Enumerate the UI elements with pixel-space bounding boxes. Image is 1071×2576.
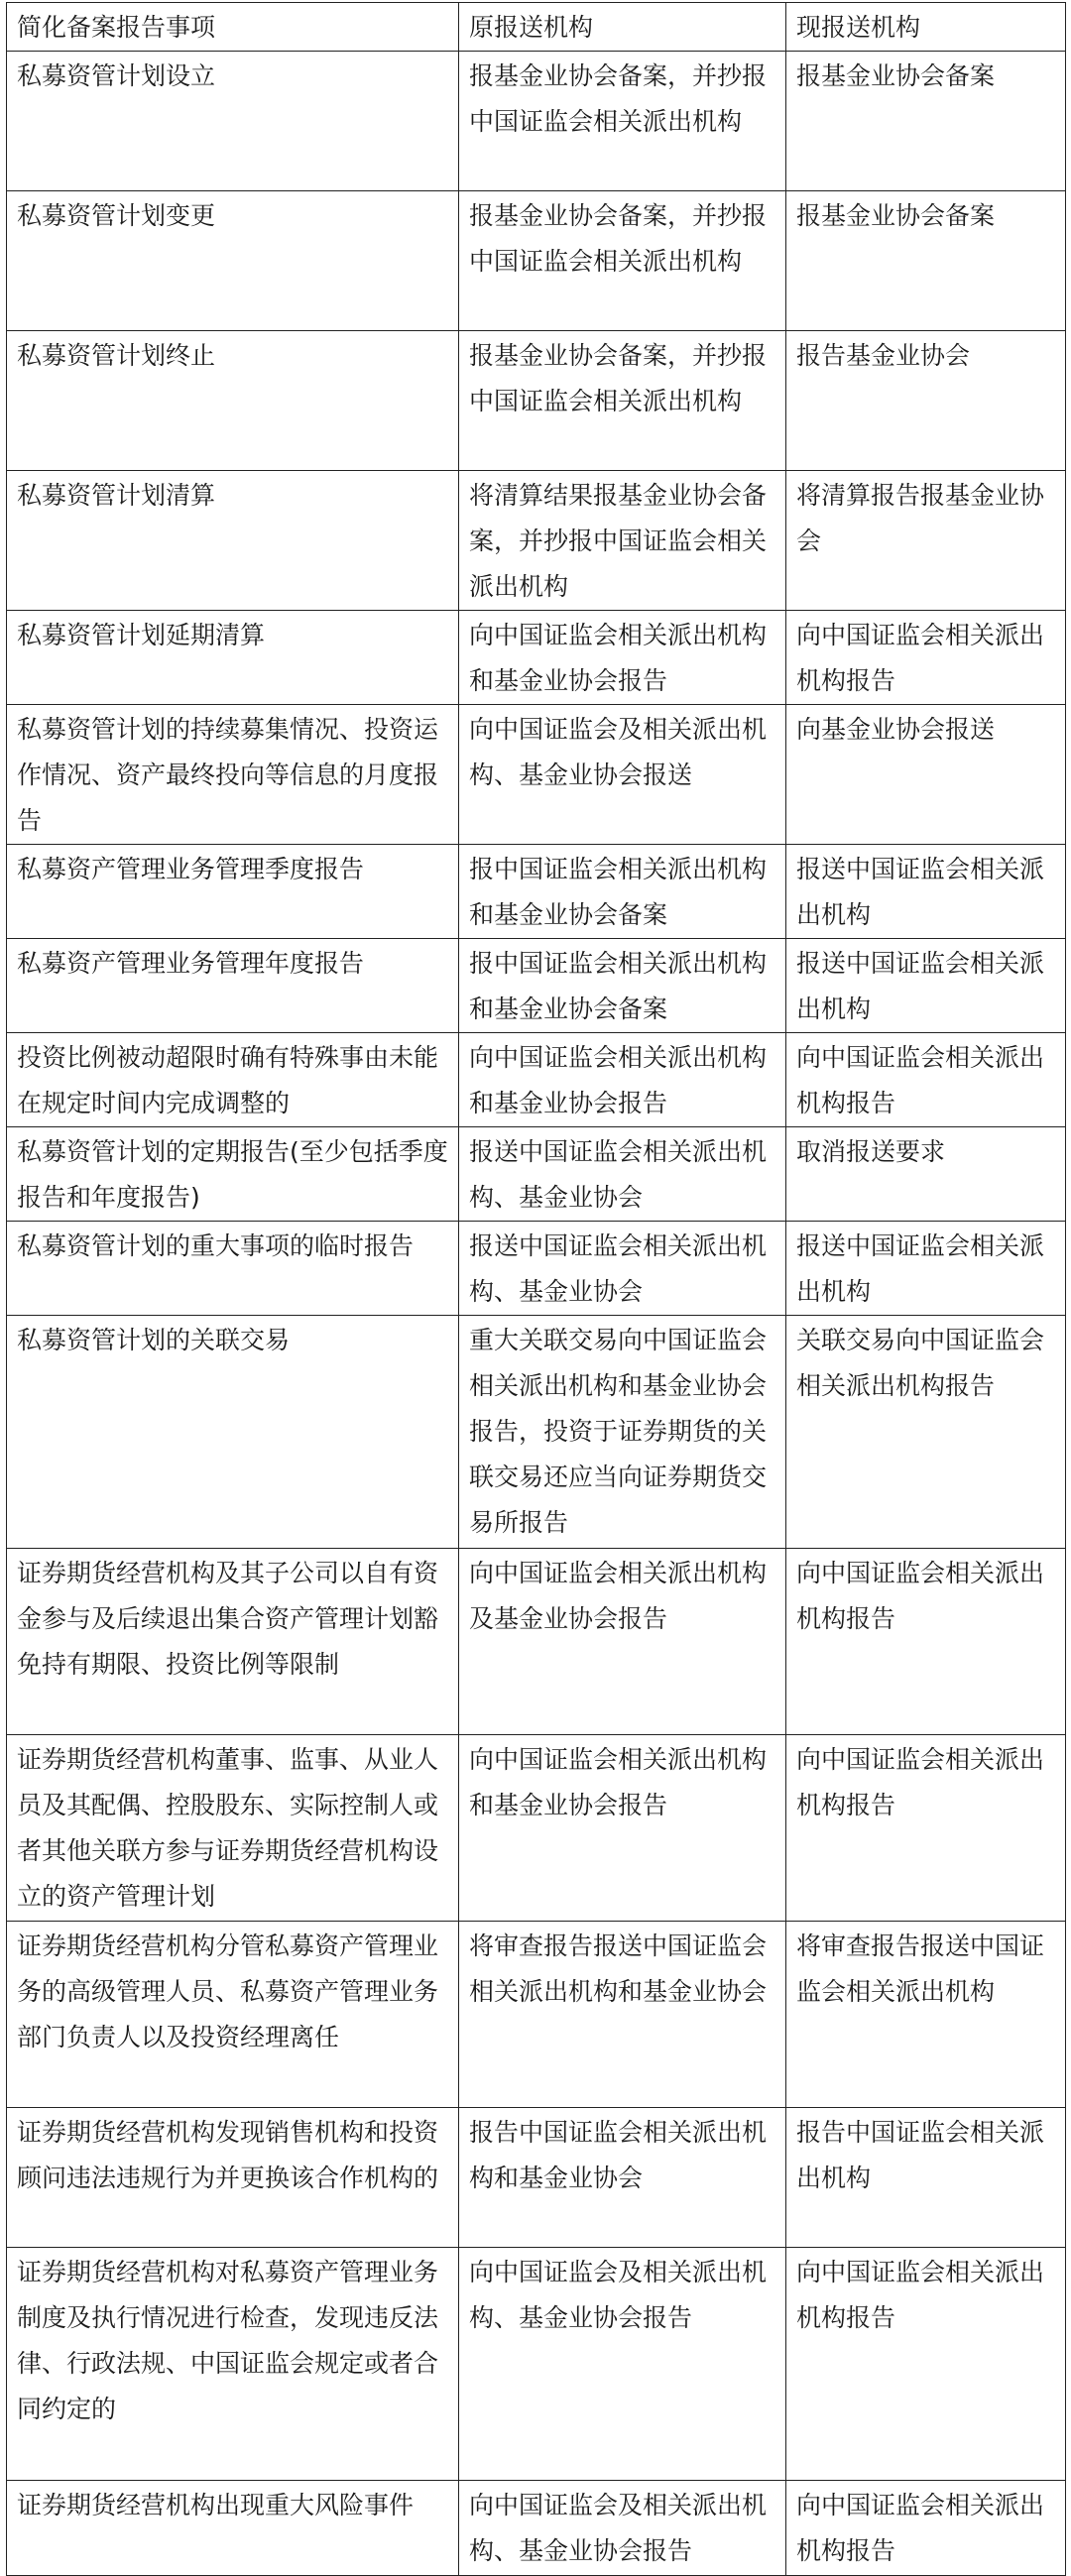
cell-original-agency: 向中国证监会相关派出机构及基金业协会报告 [459, 1549, 786, 1735]
cell-original-agency: 将审查报告报送中国证监会相关派出机构和基金业协会 [459, 1922, 786, 2108]
cell-original-agency: 向中国证监会相关派出机构和基金业协会报告 [459, 1735, 786, 1922]
header-current-agency: 现报送机构 [786, 3, 1066, 52]
cell-item: 投资比例被动超限时确有特殊事由未能在规定时间内完成调整的 [7, 1033, 459, 1127]
cell-original-agency: 向中国证监会相关派出机构和基金业协会报告 [459, 611, 786, 705]
cell-current-agency: 向中国证监会相关派出机构报告 [786, 1549, 1066, 1735]
cell-current-agency: 关联交易向中国证监会相关派出机构报告 [786, 1316, 1066, 1549]
cell-original-agency: 报基金业协会备案，并抄报中国证监会相关派出机构 [459, 52, 786, 191]
cell-item: 证券期货经营机构分管私募资产管理业务的高级管理人员、私募资产管理业务部门负责人以及投资经理离任 [7, 1922, 459, 2108]
table-row [7, 939, 1066, 1033]
cell-original-agency: 报基金业协会备案，并抄报中国证监会相关派出机构 [459, 331, 786, 471]
cell-item: 私募资管计划的持续募集情况、投资运作情况、资产最终投向等信息的月度报告 [7, 705, 459, 845]
table-row [7, 1222, 1066, 1316]
cell-item: 私募资管计划变更 [7, 191, 459, 331]
cell-current-agency: 向中国证监会相关派出机构报告 [786, 611, 1066, 705]
cell-current-agency: 报告基金业协会 [786, 331, 1066, 471]
cell-original-agency: 报送中国证监会相关派出机构、基金业协会 [459, 1222, 786, 1316]
filing-table [6, 2, 1066, 2576]
cell-current-agency: 报送中国证监会相关派出机构 [786, 1222, 1066, 1316]
cell-current-agency: 报告中国证监会相关派出机构 [786, 2108, 1066, 2248]
cell-item: 私募资管计划的定期报告(至少包括季度报告和年度报告) [7, 1127, 459, 1222]
cell-current-agency: 向基金业协会报送 [786, 705, 1066, 845]
cell-original-agency: 报中国证监会相关派出机构和基金业协会备案 [459, 845, 786, 939]
table-row [7, 1549, 1066, 1735]
table-header-row [7, 3, 1066, 52]
cell-original-agency: 将清算结果报基金业协会备案，并抄报中国证监会相关派出机构 [459, 471, 786, 611]
table-row [7, 331, 1066, 471]
table-row [7, 1316, 1066, 1549]
cell-item: 证券期货经营机构对私募资产管理业务制度及执行情况进行检查，发现违反法律、行政法规、中国证监会规定或者合同约定的 [7, 2248, 459, 2481]
cell-current-agency: 取消报送要求 [786, 1127, 1066, 1222]
cell-current-agency: 向中国证监会相关派出机构报告 [786, 2481, 1066, 2576]
table-row [7, 52, 1066, 191]
table-row [7, 1735, 1066, 1922]
cell-current-agency: 报基金业协会备案 [786, 191, 1066, 331]
cell-original-agency: 向中国证监会及相关派出机构、基金业协会报送 [459, 705, 786, 845]
cell-current-agency: 报送中国证监会相关派出机构 [786, 939, 1066, 1033]
cell-item: 私募资管计划清算 [7, 471, 459, 611]
table-row [7, 471, 1066, 611]
table-row [7, 845, 1066, 939]
cell-original-agency: 报告中国证监会相关派出机构和基金业协会 [459, 2108, 786, 2248]
cell-current-agency: 报基金业协会备案 [786, 52, 1066, 191]
cell-original-agency: 重大关联交易向中国证监会相关派出机构和基金业协会报告，投资于证券期货的关联交易还应当向证券期货交易所报告 [459, 1316, 786, 1549]
cell-item: 证券期货经营机构董事、监事、从业人员及其配偶、控股股东、实际控制人或者其他关联方参与证券期货经营机构设立的资产管理计划 [7, 1735, 459, 1922]
table-row [7, 2481, 1066, 2576]
cell-current-agency: 向中国证监会相关派出机构报告 [786, 1033, 1066, 1127]
cell-original-agency: 向中国证监会相关派出机构和基金业协会报告 [459, 1033, 786, 1127]
table-row [7, 705, 1066, 845]
cell-current-agency: 将审查报告报送中国证监会相关派出机构 [786, 1922, 1066, 2108]
table-row [7, 2108, 1066, 2248]
header-original-agency: 原报送机构 [459, 3, 786, 52]
cell-current-agency: 将清算报告报基金业协会 [786, 471, 1066, 611]
cell-item: 私募资管计划的关联交易 [7, 1316, 459, 1549]
cell-item: 证券期货经营机构出现重大风险事件 [7, 2481, 459, 2576]
table-row [7, 2248, 1066, 2481]
cell-original-agency: 报基金业协会备案，并抄报中国证监会相关派出机构 [459, 191, 786, 331]
table-row [7, 1127, 1066, 1222]
cell-item: 私募资产管理业务管理年度报告 [7, 939, 459, 1033]
cell-item: 私募资管计划的重大事项的临时报告 [7, 1222, 459, 1316]
cell-item: 证券期货经营机构发现销售机构和投资顾问违法违规行为并更换该合作机构的 [7, 2108, 459, 2248]
header-item: 简化备案报告事项 [7, 3, 459, 52]
cell-item: 私募资管计划终止 [7, 331, 459, 471]
cell-current-agency: 向中国证监会相关派出机构报告 [786, 2248, 1066, 2481]
cell-original-agency: 报送中国证监会相关派出机构、基金业协会 [459, 1127, 786, 1222]
cell-current-agency: 报送中国证监会相关派出机构 [786, 845, 1066, 939]
cell-item: 私募资产管理业务管理季度报告 [7, 845, 459, 939]
cell-original-agency: 向中国证监会及相关派出机构、基金业协会报告 [459, 2248, 786, 2481]
cell-item: 私募资管计划设立 [7, 52, 459, 191]
table-row [7, 191, 1066, 331]
cell-item: 证券期货经营机构及其子公司以自有资金参与及后续退出集合资产管理计划豁免持有期限、投资比例等限制 [7, 1549, 459, 1735]
cell-current-agency: 向中国证监会相关派出机构报告 [786, 1735, 1066, 1922]
table-row [7, 611, 1066, 705]
cell-original-agency: 向中国证监会及相关派出机构、基金业协会报告 [459, 2481, 786, 2576]
cell-item: 私募资管计划延期清算 [7, 611, 459, 705]
cell-original-agency: 报中国证监会相关派出机构和基金业协会备案 [459, 939, 786, 1033]
table-row [7, 1922, 1066, 2108]
table-row [7, 1033, 1066, 1127]
